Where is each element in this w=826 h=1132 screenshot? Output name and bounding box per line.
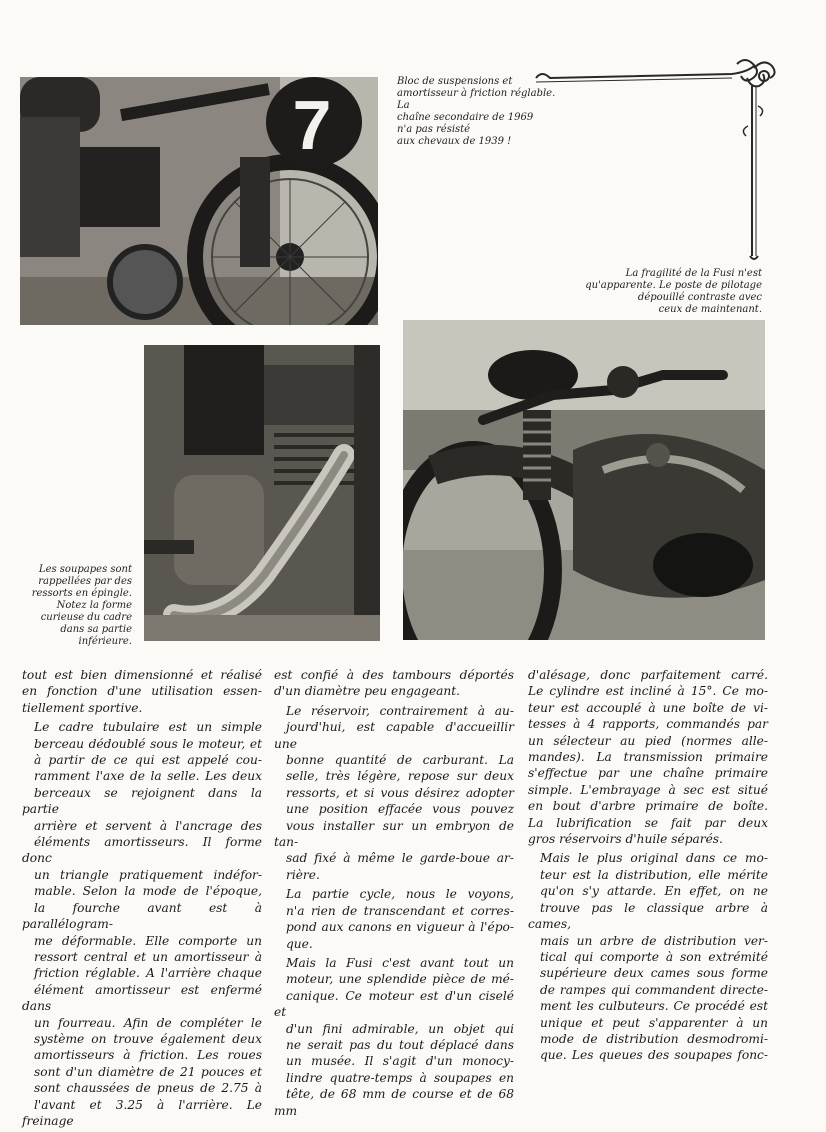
paragraph: La partie cycle, nous le voyons, n'a rien de transcendant et corres- pond aux canons en vigueur à l'épo- que. (286, 887, 514, 951)
paragraph: Mais le plus original dans ce mo- teur est la distribution, elle mérite qu'on s'y attarde. En effet, on ne trouve pas le classique arbre à cames, mais un arbre de distribution ver- tical qui comporte à son extrémité supérieure deux cames sous forme de rampes qui commandent directe- ment les culbuteurs. Ce procédé est unique et peut s'apparenter à un mode de distribution desmodromi- que. Les queues des soupapes fonc- (528, 851, 768, 1063)
paragraph: Le réservoir, contrairement à au- jourd'hui, est capable d'accueillir une bonne quantité de carburant. La selle, très légère, repose sur deux ressorts, et si vous désirez adopter une position effacée vous pouvez vous installer sur un embryon de tan- sad fixé à même le garde-boue ar- rière. (274, 703, 514, 882)
paragraph: est confié à des tambours déportés d'un diamètre peu engageant. (274, 668, 514, 699)
article-column-1 (22, 667, 262, 1132)
svg-text:7: 7 (292, 86, 332, 164)
article-column-3 (528, 667, 768, 1067)
photo-engine (144, 345, 380, 641)
paragraph: Le cadre tubulaire est un simple berceau dédoublé sous le moteur, et à partir de ce qui est appelé cou- ramment l'axe de la selle. Les deux berceaux se rejoignent dans la partie arrière et servent à l'ancrage des éléments amortisseurs. Il forme donc un triangle pratiquement indéfor- mable. Selon la mode de l'époque, la fourche avant est à parallélogram- me déformable. Elle comporte un ressort central et un amortisseur à friction réglable. A l'arrière chaque élément amortisseur est enfermé dans un fourreau. Afin de compléter le système on trouve également deux amortisseurs à friction. Les roues sont d'un diamètre de 21 pouces et sont chaussées de pneus de 2.75 à l'avant et 3.25 à l'arrière. Le freinage (22, 720, 262, 1128)
photo-handlebars-tank (403, 320, 765, 640)
handlebar-and-tank-photo-icon (403, 320, 765, 640)
paragraph: d'alésage, donc parfaitement carré. Le cylindre est incliné à 15°. Ce mo- teur est accouplé à une boîte de vi- tesses à 4 rapports, commandés par un sélecteur au pied (normes alle- mandes). La transmission primaire s'effectue par une chaîne primaire simple. L'embrayage à sec est situé en bout d'arbre primaire de boîte. La lubrification se fait par deux gros réservoirs d'huile séparés. (528, 668, 768, 847)
paragraph: tout est bien dimensionné et réalisé en fonction d'une utilisation essen- tiellement sportive. (22, 668, 262, 715)
photo-rear-suspension (20, 77, 378, 325)
engine-closeup-photo-icon (144, 345, 380, 641)
ornament-border-icon (532, 56, 782, 266)
paragraph: Mais la Fusi c'est avant tout un moteur, une splendide pièce de mé- canique. Ce moteur est d'un ciselé et d'un fini admirable, un objet qui ne serait pas du tout déplacé dans un musée. Il s'agit d'un monocy- lindre quatre-temps à soupapes en tête, de 68 mm de course et de 68 mm (274, 955, 514, 1118)
caption-valves: Les soupapes sont rappellées par des ressorts en épingle. Notez la forme curieuse du cadre dans sa partie inférieure. (31, 564, 132, 647)
motorcycle-rear-suspension-photo-icon (20, 77, 378, 325)
article-column-2 (274, 667, 514, 1122)
caption-suspension: Bloc de suspensions et amortisseur à friction réglable. La chaîne secondaire de 1969 n'a pas résisté aux chevaux de 1939 ! (397, 76, 556, 147)
caption-cockpit: La fragilité de la Fusi n'est qu'apparente. Le poste de pilotage dépouillé contraste avec ceux de maintenant. (585, 268, 762, 315)
